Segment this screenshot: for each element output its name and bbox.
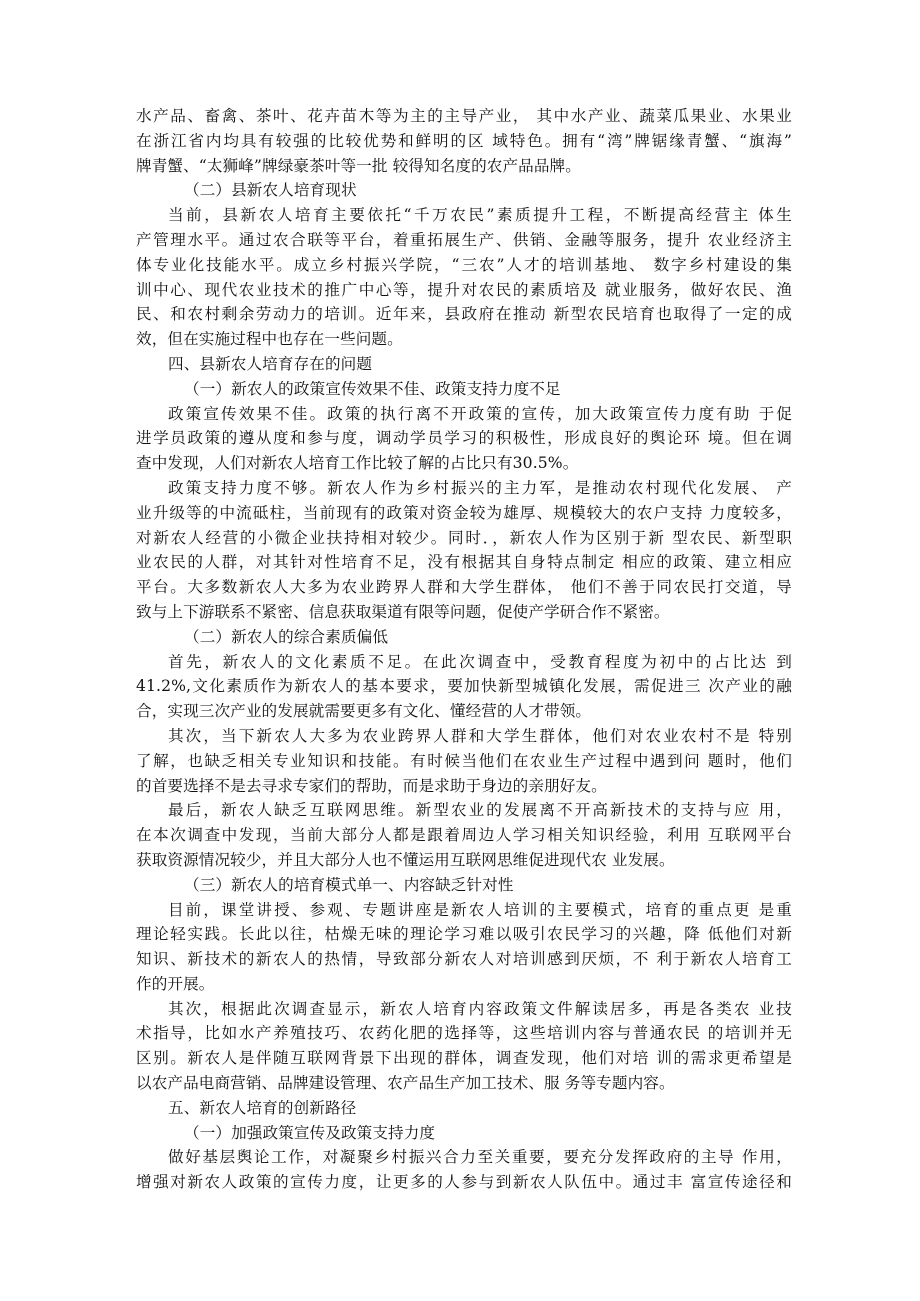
text-line: 对新农人经营的小微企业扶持相对较少。同时．，新农人作为区别于新 型农民、新型职 — [136, 528, 792, 547]
text-line: 合，实现三次产业的发展就需要更多有文化、懂经营的人才带领。 — [136, 702, 592, 721]
text-line: 查中发现，人们对新农人培育工作比较了解的占比只有30.5%。 — [136, 454, 579, 473]
text-line: 五、新农人培育的创新路径 — [168, 1098, 357, 1117]
text-line: 业升级等的中流砥柱，当前现有的政策对资金较为雄厚、规模较大的农户支持 力度较多， — [136, 503, 792, 522]
text-line: 在本次调查中发现，当前大部分人都是跟着周边人学习相关知识经验，利用 互联网平台 — [136, 826, 792, 845]
text-line: （三）新农人的培育模式单一、内容缺乏针对性 — [184, 875, 514, 894]
text-line: （二）新农人的综合素质偏低 — [184, 627, 389, 646]
text-line: 政策宣传效果不佳。政策的执行离不开政策的宣传，加大政策宣传力度有助 于促 — [168, 404, 792, 423]
text-line: 区别。新农人是伴随互联网背景下出现的群体，调查发现，他们对培 训的需求更希望是 — [136, 1049, 792, 1068]
text-line: 理论轻实践。长此以往，枯燥无味的理论学习难以吸引农民学习的兴趣，降 低他们对新 — [136, 925, 792, 944]
text-line: 增强对新农人政策的宣传力度，让更多的人参与到新农人队伍中。通过丰 富宣传途径和 — [136, 1173, 792, 1192]
text-line: 做好基层舆论工作，对凝聚乡村振兴合力至关重要，要充分发挥政府的主导 作用， — [168, 1148, 792, 1167]
text-line: 平台。大多数新农人大多为农业跨界人群和大学生群体， 他们不善于同农民打交道，导 — [136, 578, 792, 597]
document-body — [136, 104, 792, 1195]
text-line: （二）县新农人培育现状 — [184, 181, 357, 200]
text-line: 术指导，比如水产养殖技巧、农药化肥的选择等，这些培训内容与普通农民 的培训并无 — [136, 1024, 792, 1043]
text-line: 41.2%,文化素质作为新农人的基本要求，要加快新型城镇化发展，需促进三 次产业的融 — [136, 677, 792, 696]
text-line: 政策支持力度不够。新农人作为乡村振兴的主力军，是推动农村现代化发展、 产 — [168, 478, 792, 497]
text-line: 效，但在实施过程中也存在一些问题。 — [136, 330, 403, 349]
text-line: 在浙江省内均具有较强的比较优势和鲜明的区 域特色。拥有“湾”牌锯缘青蟹、“旗海” — [136, 131, 792, 150]
text-line: 最后，新农人缺乏互联网思维。新型农业的发展离不开高新技术的支持与应 用， — [168, 801, 792, 820]
text-line: 首先，新农人的文化素质不足。在此次调查中，受教育程度为初中的占比达 到 — [168, 652, 792, 671]
text-line: 四、县新农人培育存在的问题 — [168, 354, 373, 373]
text-line: （一）加强政策宣传及政策支持力度 — [184, 1123, 436, 1142]
text-line: 牌青蟹、“太狮峰”牌绿豪茶叶等一批 较得知名度的农产品品牌。 — [136, 156, 581, 175]
text-line: 体专业化技能水平。成立乡村振兴学院，“三农”人才的培训基地、 数字乡村建设的集 — [136, 255, 792, 274]
text-line: 当前，县新农人培育主要依托“千万农民”素质提升工程，不断提高经营主 体生 — [168, 206, 792, 225]
text-line: 进学员政策的遵从度和参与度，调动学员学习的积极性，形成良好的舆论环 境。但在调 — [136, 429, 792, 448]
text-line: 以农产品电商营销、品牌建设管理、农产品生产加工技术、服 务等专题内容。 — [136, 1074, 675, 1093]
text-line: 民、和农村剩余劳动力的培训。近年来，县政府在推动 新型农民培育也取得了一定的成 — [136, 305, 792, 324]
text-line: 产管理水平。通过农合联等平台，着重拓展生产、供销、金融等服务，提升 农业经济主 — [136, 230, 792, 249]
text-line: 水产品、畜禽、茶叶、花卉苗木等为主的主导产业， 其中水产业、蔬菜瓜果业、水果业 — [136, 107, 792, 125]
text-line: 其次，当下新农人大多为农业跨界人群和大学生群体，他们对农业农村不是 特别 — [168, 726, 792, 745]
text-line: 其次，根据此次调查显示，新农人培育内容政策文件解读居多，再是各类农 业技 — [168, 999, 792, 1018]
text-line: 获取资源情况较少，并且大部分人也不懂运用互联网思维促进现代农 业发展。 — [136, 850, 675, 869]
text-line: 知识、新技术的新农人的热情，导致部分新农人对培训感到厌烦，不 利于新农人培育工 — [136, 950, 792, 969]
text-line: 作的开展。 — [136, 974, 215, 993]
text-line: 业农民的人群，对其针对性培育不足，没有根据其自身特点制定 相应的政策、建立相应 — [136, 553, 792, 572]
text-line: 训中心、现代农业技术的推广中心等，提升对农民的素质培及 就业服务，做好农民、渔 — [136, 280, 792, 299]
text-line: 了解，也缺乏相关专业知识和技能。有时候当他们在农业生产过程中遇到问 题时，他们 — [136, 751, 792, 770]
text-line: 目前，课堂讲授、参观、专题讲座是新农人培训的主要模式，培育的重点更 是重 — [168, 900, 792, 919]
text-line: 的首要选择不是去寻求专家们的帮助，而是求助于身边的亲朋好友。 — [136, 776, 607, 795]
text-line: （一）新农人的政策宣传效果不佳、政策支持力度不足 — [184, 379, 561, 398]
text-line: 致与上下游联系不紧密、信息获取渠道有限等问题，促使产学研合作不紧密。 — [136, 602, 670, 621]
